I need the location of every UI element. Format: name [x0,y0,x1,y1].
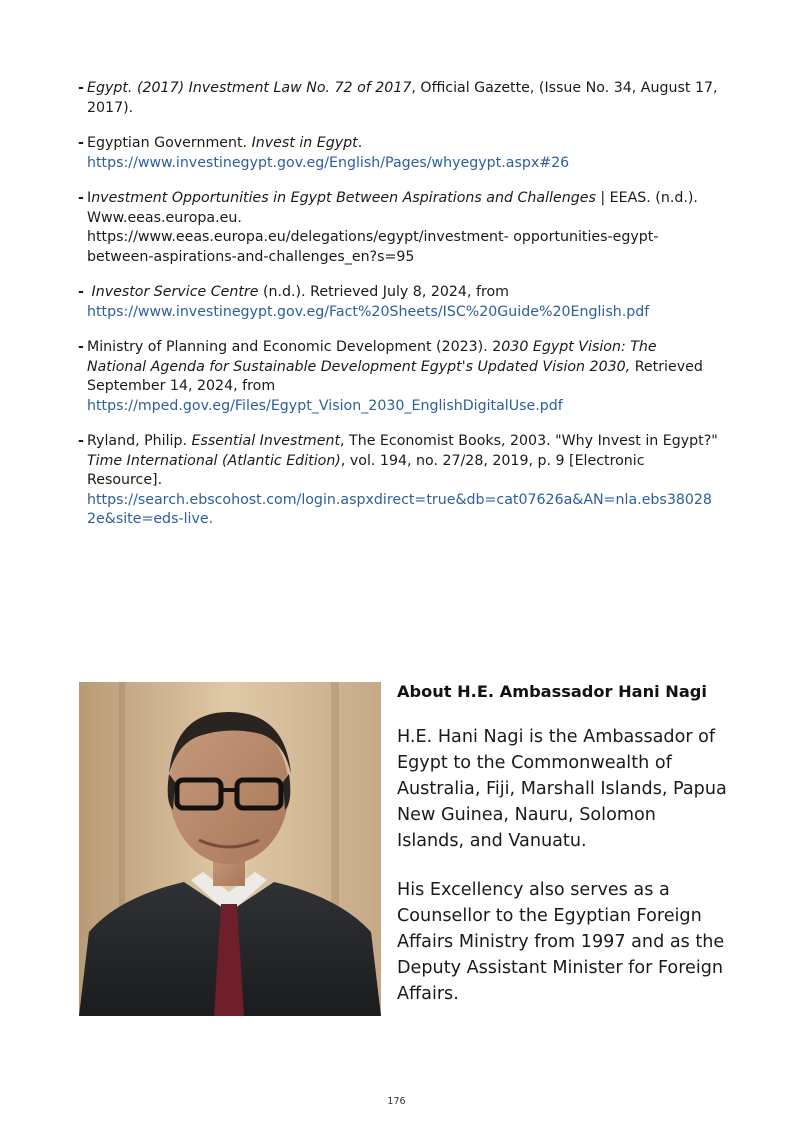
bullet-dash: - [78,80,84,96]
reference-title: 030 Egypt Vision: The National Agenda for Sustainable Development Egypt's Updated Vision 2030, [87,339,657,375]
reference-text: . [357,135,363,151]
page-number: 176 [387,1096,406,1107]
bio-paragraph: His Excellency also serves as a Counsellor to the Egyptian Foreign Affairs Ministry from 1997 and as the Deputy Assistant Minister for Foreign Affairs. [397,880,725,1004]
reference-title: Investor Service Centre [91,284,259,300]
reference-item [78,79,718,118]
reference-item [78,283,718,322]
reference-item [78,432,718,530]
bullet-dash: - [78,190,84,206]
reference-link[interactable]: https://mped.gov.eg/Files/Egypt_Vision_2030_EnglishDigitalUse.pdf [87,397,563,414]
reference-title: nvestment Opportunities in Egypt Between Aspirations and Challenges [91,190,596,206]
reference-text: Ministry of Planning and Economic Development (2023). 2 [87,339,502,355]
reference-text: | EEAS. (n.d.). Www.eeas.europa.eu. [87,190,698,226]
reference-item [78,189,718,267]
bullet-dash: - [78,135,84,151]
reference-link[interactable]: https://search.ebscohost.com/login.aspxdirect=true&db=cat07626a&AN=nla.ebs380282e&site=eds-live. [87,491,712,527]
reference-text: , The Economist Books, 2003. "Why Invest in Egypt?" [340,433,718,449]
bullet-dash: - [78,284,84,300]
ambassador-bio [397,681,727,1030]
reference-link[interactable]: https://www.investinegypt.gov.eg/Fact%20Sheets/ISC%20Guide%20English.pdf [87,303,650,320]
ambassador-portrait [79,682,381,1016]
reference-url-text: https://www.eeas.europa.eu/delegations/egypt/investment- opportunities-egypt-between-aspirations-and-challenges_en?s=95 [87,229,659,265]
bullet-dash: - [78,339,84,355]
reference-text: Retrieved September 14, 2024, from [87,358,703,394]
reference-text: I [87,190,92,206]
references-list [78,79,718,546]
reference-link[interactable]: https://www.investinegypt.gov.eg/English/Pages/whyegypt.aspx#26 [87,154,570,171]
reference-text: , vol. 194, no. 27/28, 2019, p. 9 [Electronic Resource]. [87,452,645,488]
reference-item [78,134,718,173]
bio-paragraph: H.E. Hani Nagi is the Ambassador of Egypt to the Commonwealth of Australia, Fiji, Marshall Islands, Papua New Guinea, Nauru, Solomon Islands, and Vanuatu. [397,727,727,851]
reference-item [78,338,718,416]
reference-text: (n.d.). Retrieved July 8, 2024, from [258,284,509,300]
bio-heading: About H.E. Ambassador Hani Nagi [397,682,707,701]
reference-title: Essential Investment [191,433,341,449]
reference-text: Egyptian Government. [87,135,252,151]
reference-journal: Time International (Atlantic Edition) [87,452,341,469]
reference-title: Invest in Egypt [251,135,358,151]
reference-title: Egypt. (2017) Investment Law No. 72 of 2017 [87,80,412,96]
bullet-dash: - [78,433,84,449]
reference-text: , Official Gazette, (Issue No. 34, August 17, 2017). [87,80,718,116]
reference-text: Ryland, Philip. [87,433,192,449]
